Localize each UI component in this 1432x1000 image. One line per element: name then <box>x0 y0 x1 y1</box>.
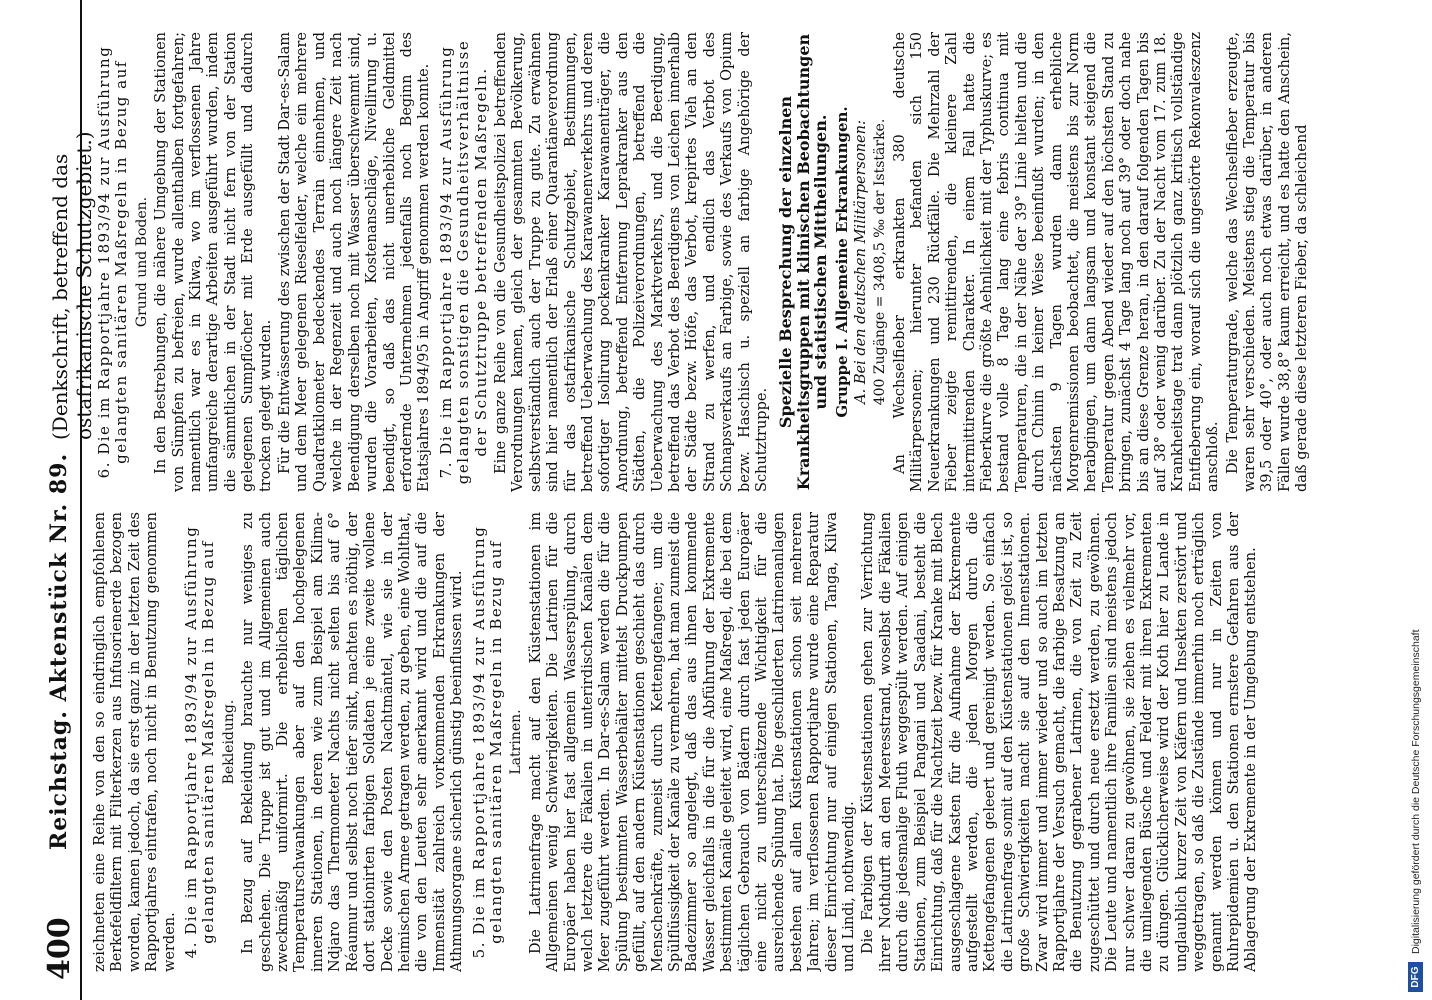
subsection-heading: A. Bei den deutschen Militärpersonen: <box>853 120 870 404</box>
paragraph: zeichneten eine Reihe von den so eindringlich empfohlenen Berkefeldfiltern mit Filterkerzen aus Infusorienerde bezogen worden, kamen jedoch, da sie erst ganz in der letzten Zeit des Rapportjahres eintrafen, noch nicht in Benutzung genommen werden. <box>92 512 178 972</box>
paragraph: An Wechselfieber erkrankten 380 deutsche Militärpersonen; hierunter befanden sich 150 Neuerkrankungen und 230 Rückfälle. Die Mehrzahl der Fieber zeigte remittirenden, die kleinere Zahl intermittirenden Charakter. In einem Fall hatte die Fieberkurve die größte Aehnlichkeit mit der Typhuskurve; es bestand volle 8 Tage lang eine febris continua mit Temperaturen, die in der Nähe der 39° Linie hielten und die durch Chinin in keiner Weise beeinflußt wurden; in den nächsten 9 Tagen wurden dann erhebliche Morgenremissionen beobachtet, die meistens bis zur Norm herabgingen, um dann langsam und konstant steigend die Temperatur gegen Abend wieder auf den höchsten Stand zu bringen, zunächst 4 Tage lang noch auf 39° oder doch nahe bis an diese Grenze heran, in den darauf folgenden Tagen bis auf 38° oder wenig darüber. Zu der Nacht vom 17. zum 18. Krankheitstage trat dann plötzlich ganz kritisch vollständige Entfieberung ein, worauf sich die ungestörte Rekonvaleszenz anschloß. <box>891 32 1222 492</box>
group-heading: Gruppe I. Allgemeine Erkrankungen. <box>832 106 851 418</box>
page-number: 400 <box>42 917 77 980</box>
page-header <box>40 0 96 1000</box>
paragraph: Die Latrinenfrage macht auf den Küstenstationen im Allgemeinen wenig Schwierigkeiten. Die Latrinen für die Europäer haben hier fast allgemein Wasserspülung, durch welch letztere die Fäkalien in unterirdischen Kanälen dem Meer zugeführt werden. In Dar-es-Salam werden die für die Spülung bestimmten Wasserbehälter mittelst Druckpumpen gefüllt, auf den andern Küstenstationen geschieht das durch Menschenkräfte, zumeist durch Kettengefangene; um die Spülflüssigkeit der Kanäle zu vermehren, hat man zumeist die Badezimmer so angelegt, daß das aus ihnen kommende Wasser gleichfalls in die für die Abführung der Exkremente bestimmten Kanäle geleitet wird, eine Maßregel, die bei dem täglichen Gebrauch von Bädern durch fast jeden Europäer eine nicht zu unterschätzende Wichtigkeit für die ausreichende Spülung hat. Die geschilderten Latrinenanlagen bestehen auf allen Küstenstationen schon seit mehreren Jahren; im verflossenen Rapportjahre wurde eine Reparatur dieser Einrichtung nur auf einigen Stationen, Tanga, Kilwa und Lindi, nothwendig. <box>527 512 858 972</box>
digitization-credit: Digitalisierung gefördert durch die Deutsche Forschungsgemeinschaft <box>1410 629 1422 954</box>
statistic-line: 400 Zugänge = 3408,5 ‰ der Iststärke. <box>872 118 889 406</box>
section-heading: 5. Die im Rapportjahre 1893/94 zur Ausführung gelangten sanitären Maßregeln in Bezug auf <box>469 525 505 959</box>
paragraph: Eine ganze Reihe von die Gesundheitspolizei betreffenden Verordnungen kamen, gleich der gesammten Bevölkerung, selbstverständlich auch der Truppe zu gute. Zu erwähnen sind hier namentlich der Erlaß einer Quarantäneverordnung für das ostafrikanische Schutzgebiet, Bestimmungen, betreffend Ueberwachung des Karawanenverkehrs und deren sofortiger Isolirung pockenkranker Karawanenträger, die Anordnung, betreffend Entfernung Leprakranker aus den Städten, die Polizeiverordnungen, betreffend die Ueberwachung des Marktverkehrs, und die Beerdigung, betreffend das Verbot des Beerdigens von Leichen innerhalb der Städte bezw. Höfe, das Verbot, krepirtes Vieh an den Strand zu werfen, und endlich das Verbot des Schnapsverkaufs an Farbige, sowie des Verkaufs von Opium bezw. Haschisch u. speziell an farbige Angehörige der Schutztruppe. <box>492 32 771 492</box>
dfg-credit <box>1404 8 1430 992</box>
section-subheading: Latrinen. <box>508 709 525 775</box>
section-subheading: Bekleidung. <box>220 699 237 785</box>
left-column <box>92 512 1370 972</box>
special-heading: Spezielle Besprechung der einzelnen Krankheitsgruppen mit klinischen Beobachtungen und statistischen Mittheilungen. <box>776 33 831 491</box>
section-heading: 4. Die im Rapportjahre 1893/94 zur Ausführung gelangten sanitären Maßregeln in Bezug auf <box>182 525 218 959</box>
section-subheading: Grund und Boden. <box>133 196 150 328</box>
header-subtitle: (Denkschrift, betreffend das ostafrikanische Schutzgebiet.) <box>48 131 96 440</box>
section-heading: 7. Die im Rapportjahre 1893/94 zur Ausführung gelangten sonstigen die Gesundheitsverhältnisse der Schutztruppe betreffenden Maßregeln. <box>436 39 490 485</box>
dfg-logo: DFG <box>1408 962 1423 992</box>
section-heading: 6. Die im Rapportjahre 1893/94 zur Ausführung gelangten sanitären Maßregeln in Bezug auf <box>95 45 131 479</box>
paragraph: In Bezug auf Bekleidung brauchte nur weniges zu geschehen. Die Truppe ist gut und im Allgemeinen auch zweckmäßig uniformirt. Die erheblichen täglichen Temperaturschwankungen aber auf den hochgelegenen inneren Stationen, in deren wie zum Beispiel am Kilima-Ndjaro das Thermometer Nachts nicht selten bis auf 6° Réaumur und selbst noch tiefer sinkt, machten es nöthig, der dort stationirten farbigen Soldaten je eine zweite wollene Decke sowie den Posten Nachtmäntel, wie sie in der heimischen Armee getragen werden, zu geben, eine Wohlthat, die von den Leuten sehr anerkannt wird und die auf die Immensität zahlreich vorkommenden Erkrankungen der Athmungsorgane sicherlich günstig beeinflussen wird. <box>240 512 466 972</box>
header-title: Reichstag. Aktenstück Nr. 89. <box>46 452 72 850</box>
paragraph: In den Bestrebungen, die nähere Umgebung der Stationen von Sümpfen zu befreien, wurde allenthalben fortgefahren; namentlich war es in Kilwa, wo im verflossenen Jahre umfangreiche derartige Arbeiten ausgeführt wurden, indem die sämmtlichen in der Stadt nicht fern von der Station gelegenen Sumpflöcher mit Erde ausgefüllt und dadurch trocken gelegt wurden. <box>153 32 274 492</box>
paragraph: Die Farbigen der Küstenstationen gehen zur Verrichtung ihrer Nothdurft an den Meeresstrand, woselbst die Fäkalien durch die jedesmalige Fluth weggespült werden. Auf einigen Stationen, zum Beispiel Pangani und Saadani, besteht die Einrichtung, daß für die Nachtzeit bezw. für Kranke mit Blech ausgeschlagene Kasten für die Aufnahme der Exkremente aufgestellt werden, die jeden Morgen durch die Kettengefangenen geleert und gereinigt werden. So einfach die Latrinenfrage somit auf den Küstenstationen gelöst ist, so große Schwierigkeiten macht sie auf den Innenstationen. Zwar wird immer und immer wieder und so auch im letzten Rapportjahre der Versuch gemacht, die farbige Besatzung an die Benutzung gegrabener Latrinen, die von Zeit zu Zeit zugeschüttet und durch neue ersetzt werden, zu gewöhnen. Die Leute und namentlich ihre Familien sind meistens jedoch nur schwer daran zu gewöhnen, sie ziehen es vielmehr vor, die umliegenden Büsche und Felder mit ihren Exkrementen zu düngen. Glücklicherweise wird der Koth hier zu Lande in unglaublich kurzer Zeit von Käfern und Insekten zerstört und weggetragen, so daß die Zustände immerhin noch erträglich genannt werden können und nur in Zeiten von Ruhrepidemien u. den Stationen ernstere Gefahren aus der Ablagerung der Exkremente in der Umgebung entstehen. <box>860 512 1260 972</box>
paragraph: Die Temperaturgrade, welche das Wechselfieber erzeugte, waren sehr verschieden. Meistens stieg die Temperatur bis 39,5 oder 40°, oder auch noch etwas darüber, in anderen Fällen wurde 38,8° kaum erreicht, und es hatte den Anschein, daß gerade diese letzteren Fieber, da schleichend <box>1224 32 1311 492</box>
right-column <box>92 32 1370 492</box>
paragraph: Für die Entwässerung des zwischen der Stadt Dar-es-Salam und dem Meer gelegenen Rieselfelder, welche ein mehrere Quadratkilometer bedeckendes Terrain einnehmen, und welche in der Regenzeit und auch noch längere Zeit nach Beendigung derselben noch mit Wasser überschwemmt sind, wurden die Vorarbeiten, Kostenanschläge, Nivellirung u. beendigt, so daß das nicht unerhebliche Geldmittel erfordernde Unternehmen jedenfalls noch Beginn des Etatsjahres 1894/95 in Angriff genommen werden konnte. <box>277 32 433 492</box>
